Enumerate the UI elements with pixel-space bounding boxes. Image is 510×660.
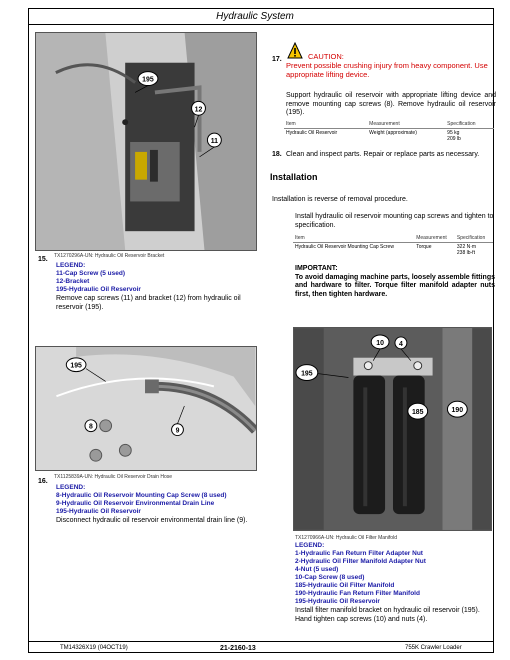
important-text: To avoid damaging machine parts, loosely assemble fittings and hardware to filter. Torque filter manifold adapter nuts first, then tighten hardware. xyxy=(295,273,495,298)
photo3-callout-195: 195 xyxy=(301,370,313,378)
installation-intro: Installation is reverse of removal procedure. xyxy=(272,196,408,203)
caution-text: Prevent possible crushing injury from heavy component. Use appropriate lifting device. xyxy=(286,61,488,79)
step18-text: Clean and inspect parts. Repair or replace parts as necessary. xyxy=(286,151,480,158)
step17-number: 17. xyxy=(272,56,282,63)
important-note xyxy=(295,265,495,299)
step16-legend xyxy=(56,484,271,516)
photo-filter-manifold xyxy=(293,327,492,531)
installation-text: Install hydraulic oil reservoir mounting cap screws and tighten to specification. xyxy=(295,213,494,229)
filter-legend-item: 190-Hydraulic Fan Return Filter Manifold xyxy=(295,590,420,597)
filter-legend-item: 185-Hydraulic Oil Filter Manifold xyxy=(295,582,395,589)
step16-text: Disconnect hydraulic oil reservoir environmental drain line (9). xyxy=(56,517,248,524)
table-cell: Torque xyxy=(416,244,432,250)
filter-legend-item: 4-Nut (5 used) xyxy=(295,566,339,573)
step15-legend xyxy=(56,262,256,294)
step16-legend-item: 9-Hydraulic Oil Reservoir Environmental Drain Line xyxy=(56,500,215,507)
photo-reservoir-bracket-illustration xyxy=(36,33,256,250)
table-cell: 95 kg 209 lb xyxy=(447,130,461,142)
filter-legend-item: 10-Cap Screw (8 used) xyxy=(295,574,365,581)
page-title: Hydraulic System xyxy=(216,11,294,22)
photo3-callout-190: 190 xyxy=(451,407,464,415)
step16-legend-item: 195-Hydraulic Oil Reservoir xyxy=(56,508,141,515)
important-title: IMPORTANT: xyxy=(295,265,338,272)
photo3-callout-4: 4 xyxy=(398,340,403,348)
table-cell: Hydraulic Oil Reservoir xyxy=(286,130,338,136)
photo3-callout-10: 10 xyxy=(376,339,384,347)
photo2-callout-195: 195 xyxy=(70,362,82,370)
photo3-callout-185: 185 xyxy=(411,409,424,417)
footer-doc-id: TM14326X19 (04OCT19) xyxy=(60,645,128,651)
step15-legend-item: 11-Cap Screw (5 used) xyxy=(56,270,125,277)
step15-legend-item: 195-Hydraulic Oil Reservoir xyxy=(56,286,141,293)
step15-legend-item: 12-Bracket xyxy=(56,278,90,285)
photo-reservoir-bracket xyxy=(35,32,257,251)
table-row xyxy=(284,129,494,144)
photo2-caption: TX1125839A-UN: Hydraulic Oil Reservoir Drain Hose xyxy=(54,474,173,480)
caution-title: CAUTION: xyxy=(308,52,344,61)
photo2-callout-8: 8 xyxy=(88,423,93,431)
step15-text: Remove cap screws (11) and bracket (12) from hydraulic oil reservoir (195). xyxy=(56,295,241,311)
table-header: Item xyxy=(293,234,414,243)
photo-filter-manifold-illustration xyxy=(294,328,491,530)
filter-legend-item: 195-Hydraulic Oil Reservoir xyxy=(295,598,380,605)
step15-legend-title: LEGEND: xyxy=(56,262,86,269)
table-header: Specification xyxy=(445,120,494,129)
step18-number: 18. xyxy=(272,151,282,158)
table-header: Item xyxy=(284,120,367,129)
table-header: Measurement xyxy=(414,234,455,243)
step17-text: Support hydraulic oil reservoir with appropriate lifting device and remove mounting cap screws (8). Remove hydraulic oil reservoir (195). xyxy=(286,92,496,116)
photo1-caption: TX1270296A-UN: Hydraulic Oil Reservoir Bracket xyxy=(54,253,165,259)
filter-install-text: Install filter manifold bracket on hydraulic oil reservoir (195). Hand tighten cap screws (10) and nuts (4). xyxy=(295,607,480,623)
photo1-callout-12: 12 xyxy=(194,106,203,114)
step17-spec-table xyxy=(284,120,494,143)
table-cell: Hydraulic Oil Reservoir Mounting Cap Screw xyxy=(295,244,394,250)
filter-legend-title: LEGEND: xyxy=(295,542,325,549)
step16-number: 16. xyxy=(38,478,48,485)
filter-legend xyxy=(295,542,495,606)
photo1-callout-195: 195 xyxy=(142,76,154,84)
step16-legend-title: LEGEND: xyxy=(56,484,86,491)
photo1-callout-11: 11 xyxy=(210,137,219,145)
installation-heading: Installation xyxy=(270,172,318,182)
filter-legend-item: 1-Hydraulic Fan Return Filter Adapter Nut xyxy=(295,550,423,557)
footer-machine: 755K Crawler Loader xyxy=(405,645,462,651)
footer-page-number: 21-2160-13 xyxy=(220,645,256,652)
step17-caution xyxy=(286,52,496,79)
table-row xyxy=(293,243,493,258)
photo3-caption: TX1270966A-UN: Hydraulic Oil Filter Manifold xyxy=(295,535,397,541)
footer-rule xyxy=(28,641,494,642)
table-cell: 322 N·m 238 lb-ft xyxy=(456,244,477,256)
photo-drain-hose-illustration xyxy=(36,347,256,470)
table-cell: Weight (approximate) xyxy=(369,130,417,136)
filter-legend-item: 2-Hydraulic Oil Filter Manifold Adapter Nut xyxy=(295,558,426,565)
step16-legend-item: 8-Hydraulic Oil Reservoir Mounting Cap Screw (8 used) xyxy=(56,492,227,499)
step15-number: 15. xyxy=(38,256,48,263)
photo-drain-hose xyxy=(35,346,257,471)
installation-spec-table xyxy=(293,234,493,257)
photo2-callout-9: 9 xyxy=(175,427,180,435)
table-header: Specification xyxy=(455,234,493,243)
table-header: Measurement xyxy=(367,120,445,129)
header-rule xyxy=(28,24,494,25)
